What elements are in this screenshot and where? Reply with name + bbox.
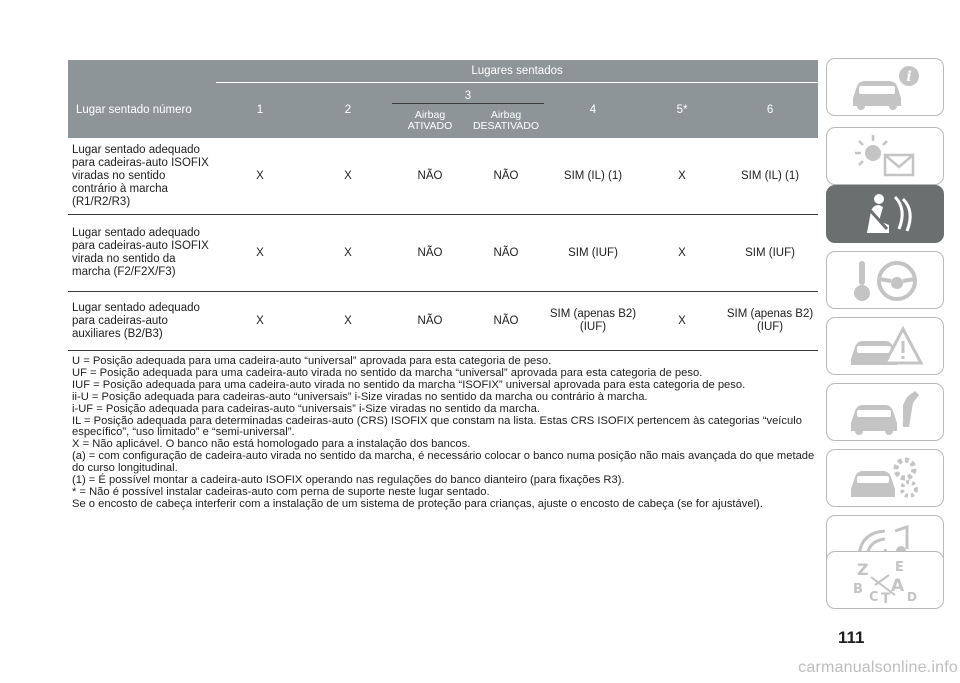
chapter-tab-technical-specs[interactable] [826, 449, 944, 507]
column-header-3: 3 [392, 83, 544, 104]
table-title: Lugares sentados [216, 60, 818, 83]
car-maintenance-icon [845, 387, 925, 437]
table-cell: X [304, 215, 392, 292]
seat-number-header: Lugar sentado número [68, 83, 216, 139]
svg-text:E: E [895, 560, 904, 575]
column-header-4: 4 [544, 83, 642, 139]
table-row [68, 215, 818, 292]
table-row [68, 292, 818, 351]
note-line: Se o encosto de cabeça interferir com a instalação de um sistema de proteção para crianças, ajuste o encosto de cabeça (se for ajustável). [72, 497, 763, 510]
chapter-tab-car-info[interactable] [826, 58, 944, 116]
table-cell: SIM (IL) (1) [722, 138, 818, 215]
chapter-tab-index[interactable] [826, 551, 944, 609]
table-cell: X [304, 138, 392, 215]
note-line: X = Não aplicável. O banco não está homologado para a instalação dos bancos. [72, 438, 471, 451]
chapter-tab-starting-driving[interactable] [826, 251, 944, 309]
table-cell: SIM (IUF) [544, 215, 642, 292]
table-cell: NÃO [392, 138, 468, 215]
svg-text:i: i [906, 69, 912, 85]
car-info-icon [845, 62, 925, 112]
table-cell: SIM (apenas B2) (IUF) [722, 292, 818, 351]
chapter-tab-maintenance[interactable] [826, 383, 944, 441]
table-cell: X [304, 292, 392, 351]
isofix-seating-table [68, 60, 818, 351]
car-emergency-icon [845, 321, 925, 371]
note-line: IUF = Posição adequada para uma cadeira-auto virada no sentido da marcha “ISOFIX” universal aprovada para esta categoria de peso. [72, 378, 746, 391]
car-specifications-gears-icon [845, 453, 925, 503]
table-header-blank [68, 60, 216, 83]
note-line: * = Não é possível instalar cadeiras-auto com perna de suporte neste lugar sentado. [72, 485, 490, 498]
svg-text:C: C [869, 590, 879, 605]
svg-text:A: A [891, 576, 905, 596]
column-header-6: 6 [722, 83, 818, 139]
chapter-tab-warning-lights[interactable] [826, 127, 944, 185]
svg-text:D: D [907, 590, 917, 604]
table-notes [72, 356, 822, 511]
table-cell: NÃO [392, 215, 468, 292]
chapter-tab-safety[interactable] [826, 185, 944, 243]
table-cell: SIM (IL) (1) [544, 138, 642, 215]
note-line: U = Posição adequada para uma cadeira-auto “universal” aprovada para esta categoria de peso. [72, 355, 552, 367]
note-line: (1) = É possível montar a cadeira-auto ISOFIX operando nas regulações do banco dianteiro (para fixações R3). [72, 474, 625, 487]
table-cell: X [216, 292, 304, 351]
table-cell: SIM (apenas B2) (IUF) [544, 292, 642, 351]
table-cell: NÃO [468, 292, 544, 351]
note-line: UF = Posição adequada para uma cadeira-auto virada no sentido da marcha “universal” aprovada para esta categoria de peso. [72, 366, 703, 379]
column-header-5: 5* [642, 83, 722, 139]
svg-text:B: B [853, 582, 863, 597]
airbag-deactivated-header: Airbag DESATIVADO [468, 104, 544, 139]
column-header-1: 1 [216, 83, 304, 139]
note-line: IL = Posição adequada para determinadas cadeiras-auto (CRS) ISOFIX que constam na lista. Estas CRS ISOFIX pertencem às categorias “veículo específico”, “uso limitado” e “semi-universal”. [72, 414, 802, 439]
note-line: (a) = com configuração de cadeira-auto virada no sentido da marcha, é necessário colocar o banco numa posição não mais avançada do que metade do curso longitudinal. [72, 450, 815, 475]
key-steering-wheel-icon [845, 255, 925, 305]
table-cell: NÃO [468, 138, 544, 215]
page-number: 111 [838, 628, 865, 647]
alphabetical-index-icon [845, 555, 925, 605]
seat-safety-airbag-icon [845, 189, 925, 239]
note-line: i-UF = Posição adequada para cadeiras-auto “universais” i-Size viradas no sentido da marcha. [72, 402, 540, 415]
chapter-tab-emergency[interactable] [826, 317, 944, 375]
row-label: Lugar sentado adequado para cadeiras-auto auxiliares (B2/B3) [68, 292, 216, 351]
table-cell: SIM (IUF) [722, 215, 818, 292]
table-cell: NÃO [468, 215, 544, 292]
table-cell: NÃO [392, 292, 468, 351]
note-line: ii-U = Posição adequada para cadeiras-auto “universais” i-Size viradas no sentido da marcha ou contrário à marcha. [72, 390, 648, 403]
table-cell: X [216, 138, 304, 215]
table-cell: X [216, 215, 304, 292]
row-label: Lugar sentado adequado para cadeiras-auto ISOFIX viradas no sentido contrário à marcha (R1/R2/R3) [68, 138, 216, 215]
table-cell: X [642, 138, 722, 215]
airbag-activated-header: Airbag ATIVADO [392, 104, 468, 139]
table-row [68, 138, 818, 215]
row-label: Lugar sentado adequado para cadeiras-auto ISOFIX virada no sentido da marcha (F2/F2X/F3) [68, 215, 216, 292]
svg-text:T: T [881, 591, 891, 605]
table-cell: X [642, 292, 722, 351]
table-cell: X [642, 215, 722, 292]
svg-text:Z: Z [857, 560, 869, 579]
warning-lights-message-icon [845, 131, 925, 181]
watermark: carmanualsonline.info [798, 659, 958, 676]
column-header-2: 2 [304, 83, 392, 139]
